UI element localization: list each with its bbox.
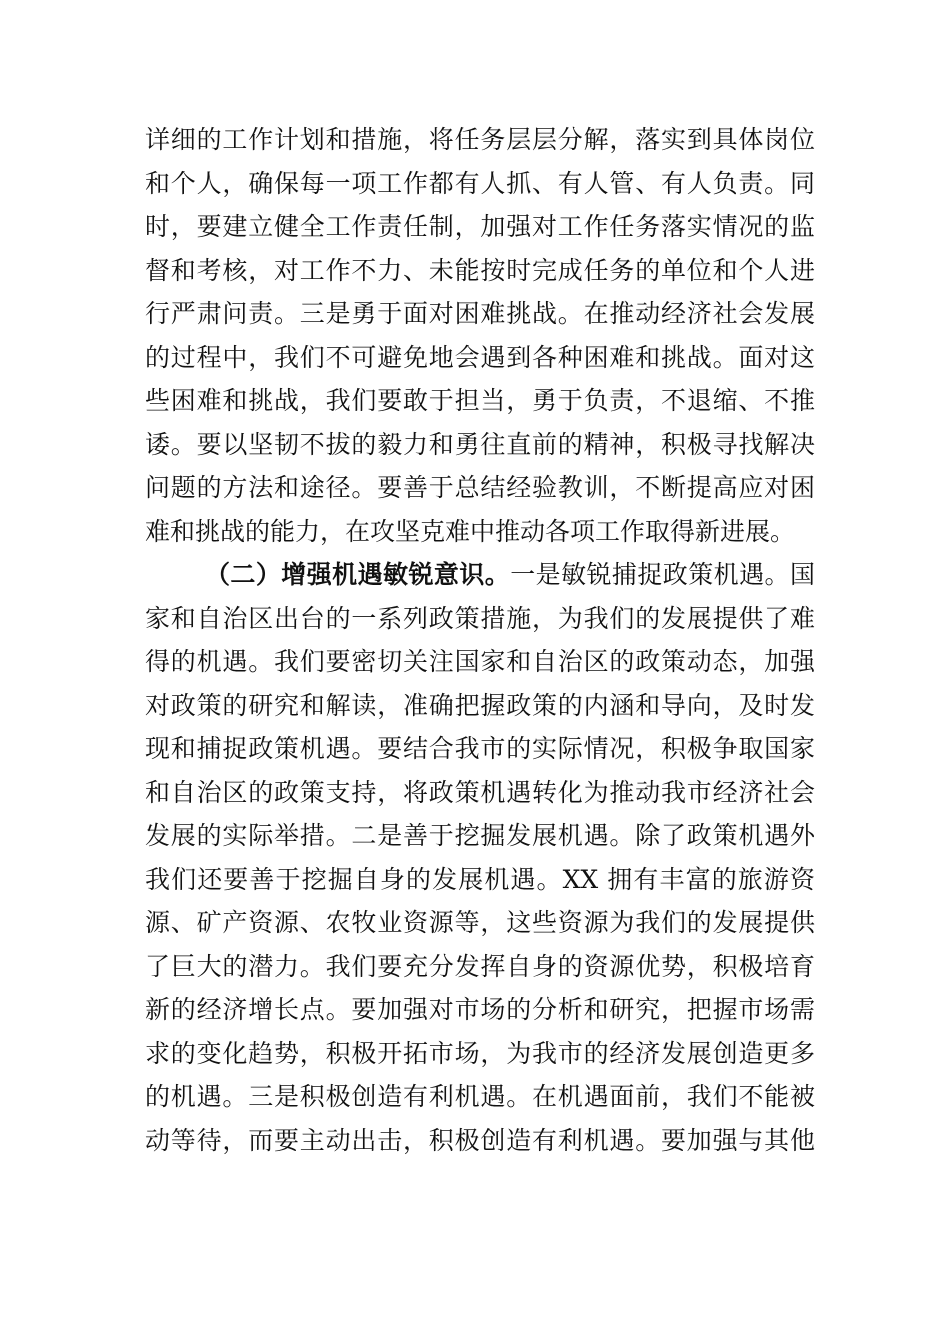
text-line: 了巨大的潜力。我们要充分发挥自身的资源优势，积极培育	[145, 951, 815, 981]
text-line: 和个人，确保每一项工作都有人抓、有人管、有人负责。同	[145, 168, 815, 198]
text-line: 家和自治区出台的一系列政策措施，为我们的发展提供了难	[145, 603, 815, 633]
body-text	[145, 118, 815, 1162]
text-line: 我们还要善于挖掘自身的发展机遇。XX 拥有丰富的旅游资	[145, 864, 815, 894]
text-line: 现和捕捉政策机遇。要结合我市的实际情况，积极争取国家	[145, 734, 815, 763]
paragraph-first-line	[145, 553, 815, 597]
text-run: 一是敏锐捕捉政策机遇。国	[510, 560, 815, 589]
text-line: 新的经济增长点。要加强对市场的分析和研究，把握市场需	[145, 995, 815, 1024]
text-line: 的过程中，我们不可避免地会遇到各种困难和挑战。面对这	[145, 342, 815, 372]
text-line: 对政策的研究和解读，准确把握政策的内涵和导向，及时发	[145, 690, 815, 720]
text-line: 发展的实际举措。二是善于挖掘发展机遇。除了政策机遇外	[145, 821, 815, 850]
text-line: 督和考核，对工作不力、未能按时完成任务的单位和个人进	[145, 255, 815, 285]
text-line: 求的变化趋势，积极开拓市场，为我市的经济发展创造更多	[145, 1038, 815, 1068]
text-line: 行严肃问责。三是勇于面对困难挑战。在推动经济社会发展	[145, 299, 815, 328]
text-line: 难和挑战的能力，在攻坚克难中推动各项工作取得新进展。	[145, 516, 796, 546]
paragraph-1	[145, 118, 815, 553]
text-line: 诿。要以坚韧不拔的毅力和勇往直前的精神，积极寻找解决	[145, 429, 815, 459]
text-line: 些困难和挑战，我们要敢于担当，勇于负责，不退缩、不推	[145, 386, 815, 415]
text-line: 和自治区的政策支持，将政策机遇转化为推动我市经济社会	[145, 777, 815, 807]
text-line: 源、矿产资源、农牧业资源等，这些资源为我们的发展提供	[145, 908, 815, 937]
text-line: 的机遇。三是积极创造有利机遇。在机遇面前，我们不能被	[145, 1082, 815, 1111]
text-line: 详细的工作计划和措施，将任务层层分解，落实到具体岗位	[145, 125, 815, 154]
paragraph-2	[145, 553, 815, 1162]
text-line: 动等待，而要主动出击，积极创造有利机遇。要加强与其他	[145, 1125, 815, 1155]
text-line: 问题的方法和途径。要善于总结经验教训，不断提高应对困	[145, 473, 815, 502]
text-line: 得的机遇。我们要密切关注国家和自治区的政策动态，加强	[145, 647, 815, 676]
text-line: 时，要建立健全工作责任制，加强对工作任务落实情况的监	[145, 212, 815, 241]
section-heading: （二）增强机遇敏锐意识。	[205, 560, 511, 589]
